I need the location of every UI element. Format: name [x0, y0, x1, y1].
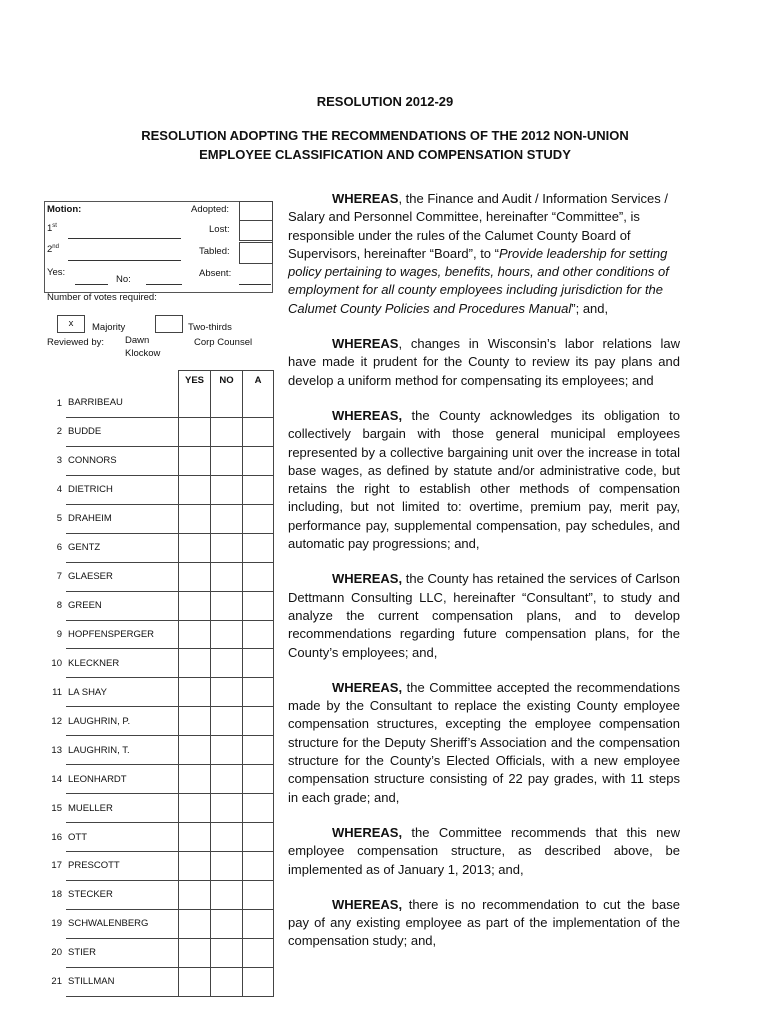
abstain-cell[interactable] — [243, 533, 274, 562]
member-number: 1 — [56, 397, 62, 409]
member-name: DRAHEIM — [66, 504, 179, 533]
member-number: 7 — [56, 571, 62, 583]
abstain-header: A — [243, 371, 274, 390]
tabled-box[interactable] — [239, 242, 273, 264]
member-number: 14 — [51, 773, 62, 785]
table-row — [36, 649, 274, 678]
member-number: 20 — [51, 947, 62, 959]
member-name: BUDDE — [66, 417, 179, 446]
yes-cell[interactable] — [179, 562, 211, 591]
table-row — [36, 678, 274, 707]
yes-cell[interactable] — [179, 389, 211, 417]
vote-table — [36, 370, 274, 997]
member-name: LA SHAY — [66, 678, 179, 707]
abstain-cell[interactable] — [243, 765, 274, 794]
yes-header: YES — [179, 371, 211, 390]
no-header: NO — [211, 371, 243, 390]
member-name: PRESCOTT — [66, 852, 179, 881]
whereas-paragraph-1: WHEREAS, the Finance and Audit / Information Services / Salary and Personnel Committee, hereinafter “Committee”, is responsible under the rules of the Calumet County Board of Supervisors, hereinafter “Board”, to “Provide leadership for setting policy pertaining to wages, benefits, hours, and other conditions of employment for all county employees including jurisdiction for the Calumet County Policies and Procedures Manual”; and, — [288, 191, 669, 316]
yes-cell[interactable] — [179, 909, 211, 938]
abstain-cell[interactable] — [243, 736, 274, 765]
resolution-number: RESOLUTION 2012-29 — [316, 94, 454, 109]
abstain-cell[interactable] — [243, 446, 274, 475]
whereas-paragraph-7: WHEREAS, there is no recommendation to cut the base pay of any existing employee as part of the implementation of the compensation study; and, — [288, 896, 680, 949]
second-line[interactable] — [68, 260, 181, 261]
no-cell[interactable] — [211, 504, 243, 533]
yes-cell[interactable] — [179, 880, 211, 909]
no-cell[interactable] — [211, 446, 243, 475]
votes-required-label: Number of votes required: — [47, 292, 157, 303]
no-cell[interactable] — [211, 880, 243, 909]
no-cell[interactable] — [211, 562, 243, 591]
table-row — [36, 417, 274, 446]
member-number: 12 — [51, 715, 62, 727]
no-cell[interactable] — [211, 591, 243, 620]
whereas-paragraph-3: WHEREAS, the County acknowledges its obligation to collectively bargain with those general municipal employees represented by a collective bargaining unit over the increase in total base wages, as defined by statute and/or administrative code, but retains the right to establish other methods of compensation including, but not limited to: overtime, premium pay, merit pay, performance pay, supplemental compensation, pay schedules, and automatic pay progressions; and, — [288, 407, 680, 552]
table-row — [36, 765, 274, 794]
table-row — [36, 880, 274, 909]
absent-label: Absent: — [199, 268, 232, 279]
member-number: 11 — [52, 686, 62, 698]
member-name: DIETRICH — [66, 475, 179, 504]
table-row — [36, 794, 274, 823]
abstain-cell[interactable] — [243, 852, 274, 881]
table-row — [36, 852, 274, 881]
reviewer-name: Dawn Klockow — [125, 335, 161, 359]
yes-cell[interactable] — [179, 446, 211, 475]
member-number: 18 — [51, 889, 62, 901]
two-thirds-label: Two-thirds — [188, 322, 232, 333]
whereas-paragraph-6: WHEREAS, the Committee recommends that this new employee compensation structure, as described above, be implemented as of January 1, 2013; and, — [288, 824, 680, 877]
member-name: LEONHARDT — [66, 765, 179, 794]
member-number: 6 — [56, 542, 62, 554]
no-cell[interactable] — [211, 852, 243, 881]
yes-cell[interactable] — [179, 938, 211, 967]
yes-cell[interactable] — [179, 765, 211, 794]
whereas-paragraph-2: WHEREAS, changes in Wisconsin’s labor relations law have made it prudent for the County to review its pay plans and develop a uniform method for compensating its employees; and — [288, 336, 680, 388]
member-number: 8 — [56, 600, 62, 612]
member-number: 16 — [51, 831, 62, 843]
member-name: CONNORS — [66, 446, 179, 475]
member-name: MUELLER — [66, 794, 179, 823]
corp-counsel-label: Corp Counsel — [194, 337, 253, 348]
no-label: No: — [116, 274, 131, 285]
abstain-cell[interactable] — [243, 620, 274, 649]
two-thirds-checkbox[interactable] — [155, 315, 183, 333]
yes-cell[interactable] — [179, 823, 211, 852]
yes-cell[interactable] — [179, 475, 211, 504]
abstain-cell[interactable] — [243, 591, 274, 620]
no-cell[interactable] — [211, 649, 243, 678]
member-number: 5 — [56, 513, 62, 525]
no-cell[interactable] — [211, 620, 243, 649]
no-cell[interactable] — [211, 967, 243, 996]
absent-line[interactable] — [239, 284, 271, 285]
resolution-body — [288, 190, 680, 968]
table-row — [36, 620, 274, 649]
member-number: 9 — [56, 628, 62, 640]
member-name: SCHWALENBERG — [66, 909, 179, 938]
table-row — [36, 823, 274, 852]
no-cell[interactable] — [211, 938, 243, 967]
majority-label: Majority — [92, 322, 126, 333]
lost-label: Lost: — [209, 224, 230, 235]
abstain-cell[interactable] — [243, 389, 274, 417]
second-label: 2nd — [47, 244, 59, 256]
member-name: GREEN — [66, 591, 179, 620]
member-name: LAUGHRIN, P. — [66, 707, 179, 736]
member-number: 2 — [56, 426, 62, 438]
yes-label: Yes: — [47, 267, 66, 278]
no-cell[interactable] — [211, 678, 243, 707]
abstain-cell[interactable] — [243, 649, 274, 678]
abstain-cell[interactable] — [243, 880, 274, 909]
member-name: HOPFENSPERGER — [66, 620, 179, 649]
no-cell[interactable] — [211, 765, 243, 794]
no-cell[interactable] — [211, 909, 243, 938]
member-name: STILLMAN — [66, 967, 179, 996]
yes-cell[interactable] — [179, 620, 211, 649]
no-line[interactable] — [146, 284, 182, 285]
member-number: 17 — [51, 860, 62, 872]
table-row — [36, 533, 274, 562]
abstain-cell[interactable] — [243, 504, 274, 533]
member-name: STECKER — [66, 880, 179, 909]
table-row — [36, 446, 274, 475]
yes-cell[interactable] — [179, 736, 211, 765]
member-name: BARRIBEAU — [66, 389, 179, 417]
table-row — [36, 736, 274, 765]
member-number: 21 — [51, 976, 62, 988]
first-label: 1st — [47, 223, 57, 235]
yes-cell[interactable] — [179, 967, 211, 996]
no-cell[interactable] — [211, 736, 243, 765]
yes-cell[interactable] — [179, 533, 211, 562]
yes-line[interactable] — [75, 284, 108, 285]
member-number: 4 — [56, 484, 62, 496]
yes-cell[interactable] — [179, 417, 211, 446]
abstain-cell[interactable] — [243, 475, 274, 504]
member-name: KLECKNER — [66, 649, 179, 678]
yes-cell[interactable] — [179, 707, 211, 736]
member-number: 3 — [56, 455, 62, 467]
resolution-title — [0, 126, 770, 164]
member-number: 10 — [51, 657, 62, 669]
motion-label: Motion: — [47, 204, 82, 215]
member-name: GLAESER — [66, 562, 179, 591]
title-line-1: RESOLUTION ADOPTING THE RECOMMENDATIONS OF THE 2012 NON-UNION — [141, 128, 629, 143]
whereas-paragraph-5: WHEREAS, the Committee accepted the recommendations made by the Consultant to replace the existing County employee compensation structures, excepting the employee compensation structure for the Deputy Sheriff’s Association and the compensation structure for the County’s Elected Officials, with a new employee compensation structure consisting of 22 pay grades, with 11 steps in each grade; and, — [288, 679, 680, 805]
yes-cell[interactable] — [179, 591, 211, 620]
table-row — [36, 707, 274, 736]
table-row — [36, 967, 274, 996]
table-row — [36, 591, 274, 620]
abstain-cell[interactable] — [243, 794, 274, 823]
table-row — [36, 909, 274, 938]
yes-cell[interactable] — [179, 794, 211, 823]
no-cell[interactable] — [211, 475, 243, 504]
abstain-cell[interactable] — [243, 562, 274, 591]
adopted-label: Adopted: — [191, 204, 230, 215]
title-line-2: EMPLOYEE CLASSIFICATION AND COMPENSATION STUDY — [199, 147, 571, 162]
no-cell[interactable] — [211, 533, 243, 562]
abstain-cell[interactable] — [243, 823, 274, 852]
no-cell[interactable] — [211, 794, 243, 823]
lost-box[interactable] — [239, 220, 273, 241]
table-row — [36, 389, 274, 417]
abstain-cell[interactable] — [243, 678, 274, 707]
abstain-cell[interactable] — [243, 938, 274, 967]
member-name: STIER — [66, 938, 179, 967]
first-line[interactable] — [68, 238, 181, 239]
majority-checkbox[interactable]: x — [57, 315, 85, 333]
abstain-cell[interactable] — [243, 707, 274, 736]
member-name: OTT — [66, 823, 179, 852]
table-row — [36, 504, 274, 533]
member-number: 15 — [51, 802, 62, 814]
yes-cell[interactable] — [179, 504, 211, 533]
member-number: 19 — [51, 918, 62, 930]
table-row — [36, 475, 274, 504]
no-cell[interactable] — [211, 389, 243, 417]
member-name: LAUGHRIN, T. — [66, 736, 179, 765]
reviewed-by-label: Reviewed by: — [47, 337, 105, 348]
member-number: 13 — [51, 744, 62, 756]
abstain-cell[interactable] — [243, 417, 274, 446]
yes-cell[interactable] — [179, 852, 211, 881]
no-cell[interactable] — [211, 707, 243, 736]
yes-cell[interactable] — [179, 649, 211, 678]
member-name: GENTZ — [66, 533, 179, 562]
no-cell[interactable] — [211, 823, 243, 852]
table-row — [36, 562, 274, 591]
abstain-cell[interactable] — [243, 967, 274, 996]
no-cell[interactable] — [211, 417, 243, 446]
whereas-paragraph-4: WHEREAS, the County has retained the services of Carlson Dettmann Consulting LLC, hereinafter “Consultant”, to study and analyze the current compensation plans, and to develop recommendations regarding future compensation plans, for the County’s employees; and, — [288, 571, 680, 660]
tabled-label: Tabled: — [199, 246, 230, 257]
table-row — [36, 938, 274, 967]
yes-cell[interactable] — [179, 678, 211, 707]
abstain-cell[interactable] — [243, 909, 274, 938]
